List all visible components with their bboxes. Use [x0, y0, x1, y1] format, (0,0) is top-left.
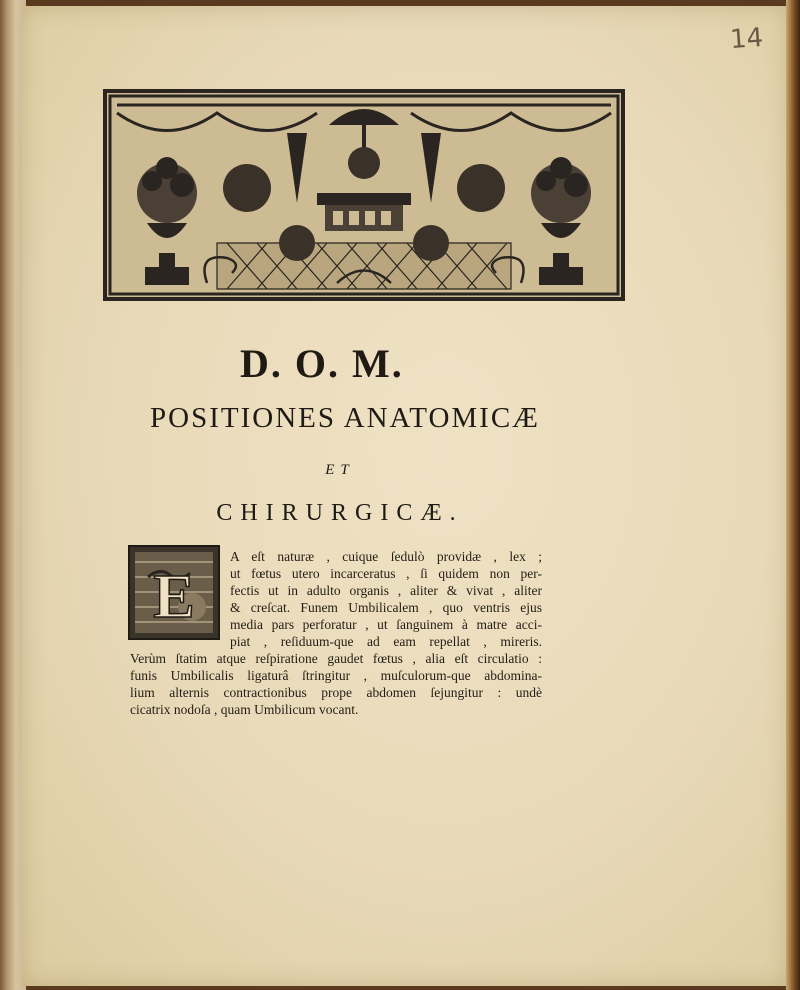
headpiece-engraving: [107, 93, 621, 297]
text-line: cicatrix nodoſa , quam Umbilicum vocant.: [130, 702, 359, 717]
text-line: fectis ut in adulto organis , aliter & vivat , aliter: [230, 583, 542, 598]
text-line: media pars perforatur , ut ſanguinem à matre acci-: [230, 617, 542, 632]
paragraph-indented: [230, 548, 542, 650]
dropcap-ornament: [130, 547, 218, 638]
decorated-dropcap: [128, 545, 220, 640]
text-line: Verùm ſtatim atque reſpiratione gaudet fœtus , alia eſt circulatio :: [130, 651, 542, 666]
text-line: ut fœtus utero incarceratus , ſi quidem non per-: [230, 566, 542, 581]
text-line: piat , reſiduum-que ad eam repellat , mireris.: [230, 634, 542, 649]
paragraph-full-width: [130, 650, 542, 718]
text-line: A eſt naturæ , cuique ſedulò providæ , lex ;: [230, 549, 542, 564]
page-subtitle: CHIRURGICÆ.: [216, 500, 464, 526]
page-edge-right: [786, 0, 800, 990]
text-line: & creſcat. Funem Umbilicalem , quo ventris ejus: [230, 600, 542, 615]
conjunction-et: ET: [325, 462, 355, 478]
folio-number: 14: [728, 22, 765, 56]
ornamental-headpiece: [103, 89, 625, 301]
text-line: funis Umbilicalis ligaturâ ſtringitur , muſculorum-que abdomina-: [130, 668, 542, 683]
dropcap-letter: E: [153, 563, 195, 631]
page-title: POSITIONES ANATOMICÆ: [150, 402, 540, 434]
text-line: lium alternis contractionibus prope abdomen ſejungitur : undè: [130, 685, 542, 700]
dom-heading: D. O. M.: [240, 341, 404, 386]
